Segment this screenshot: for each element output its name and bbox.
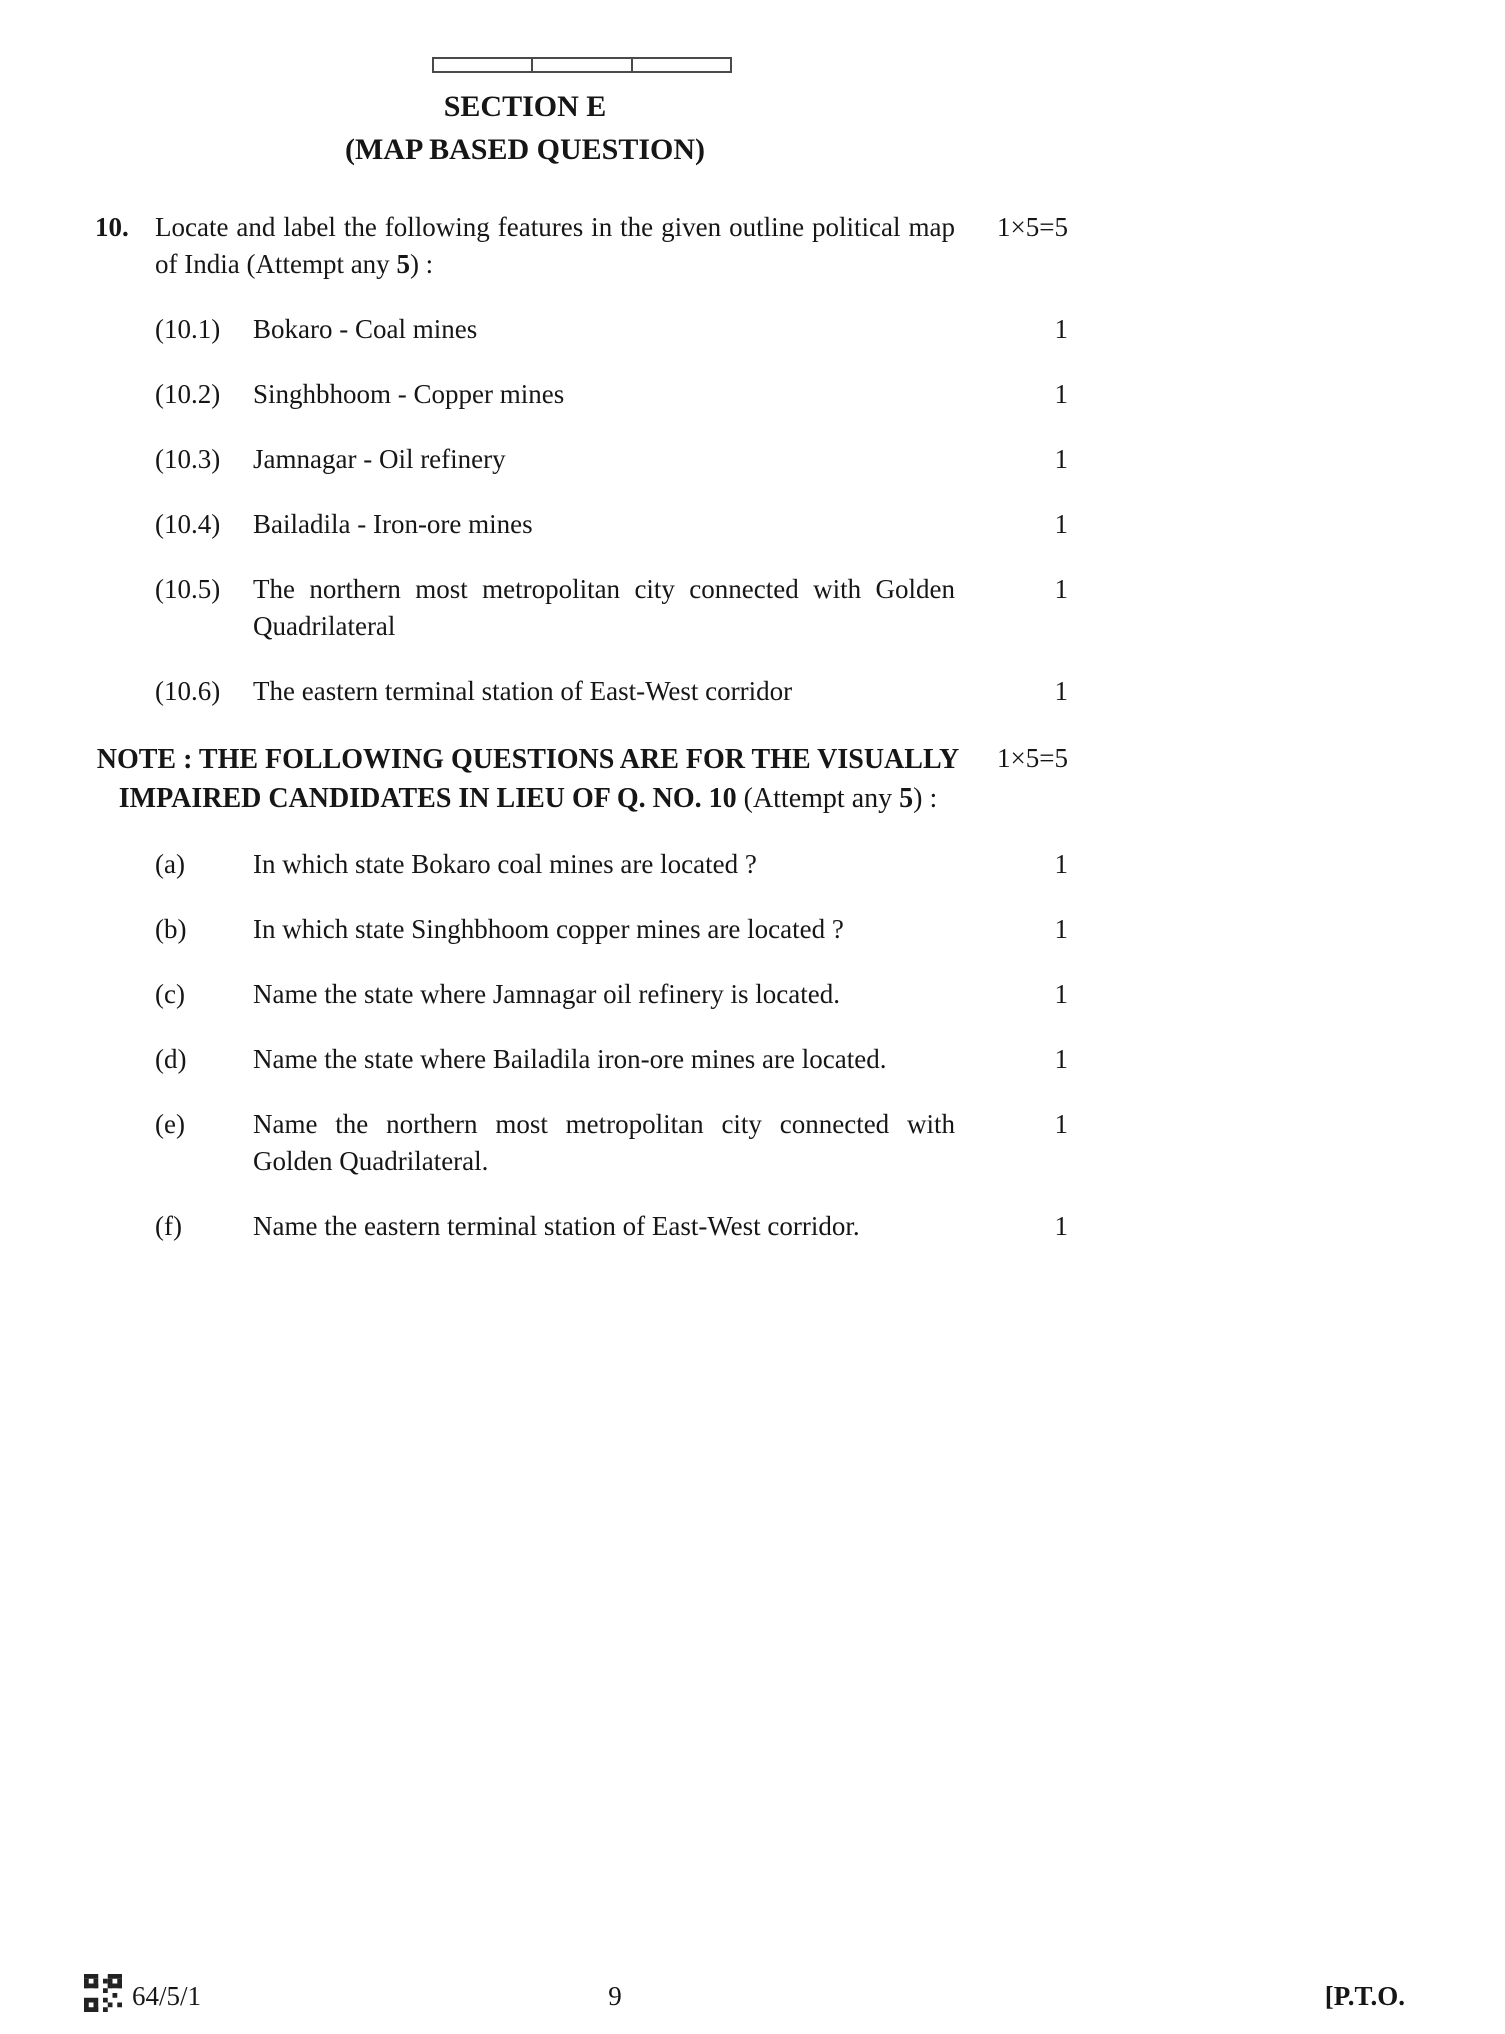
page-number: 9: [608, 1981, 622, 2011]
vi-question-text: Name the state where Bailadila iron-ore mines are located.: [253, 1044, 887, 1074]
vi-question-id: (b): [155, 914, 187, 944]
section-title: SECTION E: [443, 90, 607, 123]
sub-question-row: [95, 673, 1090, 710]
vi-question-id: (f): [155, 1211, 182, 1241]
question-10-text-main: Locate and label the following features in the given outline political map of India (Attempt any: [155, 212, 955, 279]
sub-question-row: [95, 441, 1090, 478]
note-text-tail-bold: 5: [899, 783, 914, 814]
sub-question-id: (10.4): [155, 509, 221, 539]
sub-question-id: (10.3): [155, 444, 221, 474]
page-footer: [0, 1970, 1505, 2026]
vi-question-row: [95, 846, 1090, 883]
question-10-text-tail: ) :: [409, 249, 434, 279]
header-strip-cell: [633, 59, 730, 71]
vi-question-row: [95, 1106, 1090, 1180]
vi-question-text: Name the state where Jamnagar oil refinery is located.: [253, 979, 840, 1009]
section-subtitle: (MAP BASED QUESTION): [344, 133, 706, 166]
vi-question-row: [95, 1041, 1090, 1078]
header-strip-box: [432, 57, 732, 73]
question-10-marks: 1×5=5: [997, 212, 1068, 242]
note-text-tail: (Attempt any: [736, 783, 900, 814]
sub-question-text: The eastern terminal station of East-West corridor: [253, 676, 793, 706]
vi-question-text: Name the eastern terminal station of East-West corridor.: [253, 1211, 860, 1241]
vi-question-row: [95, 976, 1090, 1013]
sub-question-text: Bailadila - Iron-ore mines: [253, 509, 533, 539]
sub-question-id: (10.1): [155, 314, 221, 344]
vi-question-marks: 1: [1054, 1109, 1068, 1139]
vi-question-marks: 1: [1054, 979, 1068, 1009]
sub-question-marks: 1: [1054, 574, 1068, 604]
sub-question-text: The northern most metropolitan city connected with Golden Quadrilateral: [253, 574, 955, 641]
note-text-bold: NOTE : THE FOLLOWING QUESTIONS ARE FOR THE VISUALLY IMPAIRED CANDIDATES IN LIEU OF Q. NO. 10: [96, 744, 960, 814]
vi-question-id: (e): [155, 1109, 185, 1139]
note-marks: 1×5=5: [997, 743, 1068, 773]
sub-question-marks: 1: [1054, 676, 1068, 706]
note-block: [95, 740, 1090, 818]
sub-question-marks: 1: [1054, 509, 1068, 539]
sub-question-row: [95, 506, 1090, 543]
vi-question-marks: 1: [1054, 1211, 1068, 1241]
vi-question-marks: 1: [1054, 849, 1068, 879]
vi-question-marks: 1: [1054, 914, 1068, 944]
sub-question-text: Jamnagar - Oil refinery: [253, 444, 506, 474]
sub-question-row: [95, 376, 1090, 413]
paper-code: 64/5/1: [132, 1981, 202, 2011]
sub-question-id: (10.6): [155, 676, 221, 706]
vi-question-row: [95, 1208, 1090, 1245]
pto-label: [P.T.O.: [1324, 1981, 1405, 2011]
sub-question-marks: 1: [1054, 379, 1068, 409]
sub-question-marks: 1: [1054, 444, 1068, 474]
vi-questions-list: [95, 846, 1090, 1245]
note-text: [95, 740, 961, 818]
sub-question-text: Singhbhoom - Copper mines: [253, 379, 565, 409]
question-10: [95, 209, 1090, 283]
page-content: [95, 88, 1090, 1245]
sub-question-row: [95, 311, 1090, 348]
vi-question-id: (a): [155, 849, 185, 879]
question-10-text-bold: 5: [396, 249, 410, 279]
question-10-number: 10.: [95, 212, 129, 242]
question-10-text: [155, 209, 955, 283]
sub-question-row: [95, 571, 1090, 645]
header-strip-cell: [533, 59, 632, 71]
sub-question-marks: 1: [1054, 314, 1068, 344]
vi-question-marks: 1: [1054, 1044, 1068, 1074]
sub-question-id: (10.2): [155, 379, 221, 409]
vi-question-text: In which state Singhbhoom copper mines are located ?: [253, 914, 844, 944]
sub-question-text: Bokaro - Coal mines: [253, 314, 478, 344]
note-text-tail-end: ) :: [913, 783, 938, 814]
vi-question-id: (d): [155, 1044, 187, 1074]
qr-code-icon: [84, 1974, 122, 2012]
vi-question-id: (c): [155, 979, 185, 1009]
vi-question-text: Name the northern most metropolitan city connected with Golden Quadrilateral.: [253, 1109, 955, 1176]
vi-question-row: [95, 911, 1090, 948]
map-items-list: [95, 311, 1090, 710]
header-strip-cell: [434, 59, 533, 71]
vi-question-text: In which state Bokaro coal mines are located ?: [253, 849, 757, 879]
sub-question-id: (10.5): [155, 574, 221, 604]
